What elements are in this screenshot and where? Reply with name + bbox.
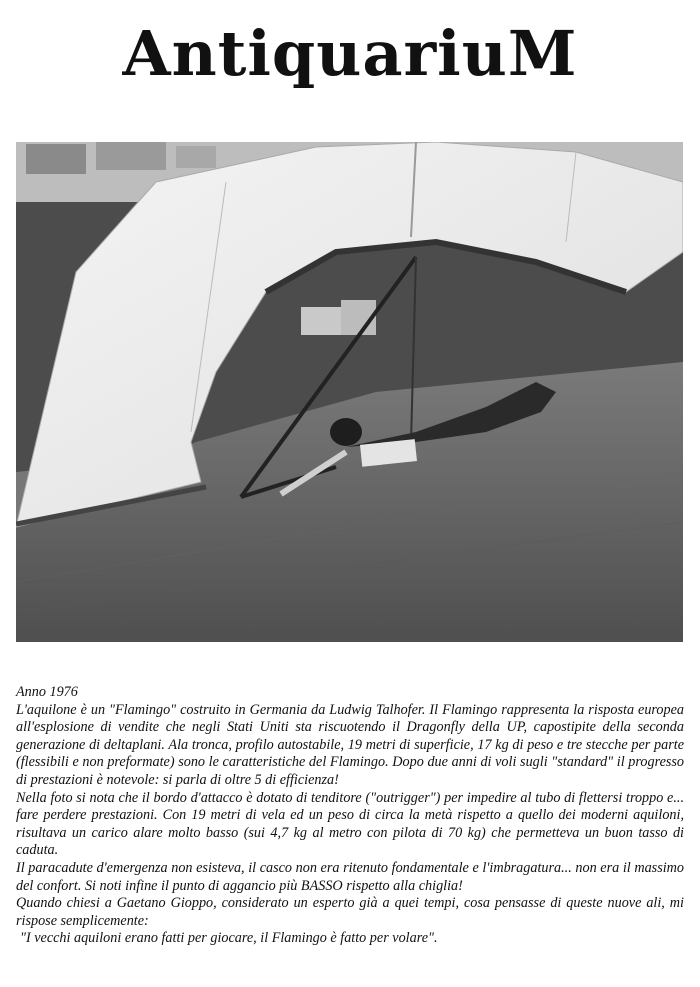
caption-year: Anno 1976 [16, 684, 78, 700]
caption [16, 684, 684, 948]
page-title: AntiquariuM [122, 17, 578, 90]
building [26, 144, 86, 174]
caption-paragraph: Nella foto si nota che il bordo d'attacco è dotato di tenditore ("outrigger") per impedire al tubo di flettersi troppo e... fare perdere prestazioni. Con 19 metri di vela ed un peso di circa la metà rispetto a quello dei moderni aquiloni, risultava un carico alare molto basso (sui 4,7 kg al metro con pilota di 70 kg) che permetteva un buon tasso di caduta. [16, 789, 684, 859]
hang-glider-photo [16, 142, 683, 642]
pilot-helmet [330, 418, 362, 446]
caption-paragraph: Quando chiesi a Gaetano Gioppo, considerato un esperto già a quei tempi, cosa pensasse di queste nuove ali, mi rispose semplicemente: [16, 895, 684, 929]
masthead [0, 8, 700, 100]
house [301, 307, 341, 335]
photo-illustration [16, 142, 683, 642]
caption-paragraph: Il paracadute d'emergenza non esisteva, il casco non era ritenuto fondamentale e l'imbragatura... non era il massimo del confort. Si noti infine il punto di aggancio più BASSO rispetto alla chiglia! [16, 859, 684, 894]
building [96, 142, 166, 170]
caption-quote: "I vecchi aquiloni erano fatti per giocare, il Flamingo è fatto per volare". [20, 930, 438, 947]
building [176, 146, 216, 168]
caption-paragraph: L'aquilone è un "Flamingo" costruito in Germania da Ludwig Talhofer. Il Flamingo rappresenta la risposta europea all'esplosione di vendite che negli Stati Uniti sta riscuotendo il Dragonfly della UP, capostipite della seconda generazione di deltaplani. Ala tronca, profilo autostabile, 19 metri di superficie, 17 kg di peso e tre stecche per parte (flessibili e non preformate) sono le caratteristiche del Flamingo. Dopo due anni di voli sugli "standard" il progresso di prestazioni è notevole: si parla di oltre 5 di efficienza! [16, 701, 684, 788]
